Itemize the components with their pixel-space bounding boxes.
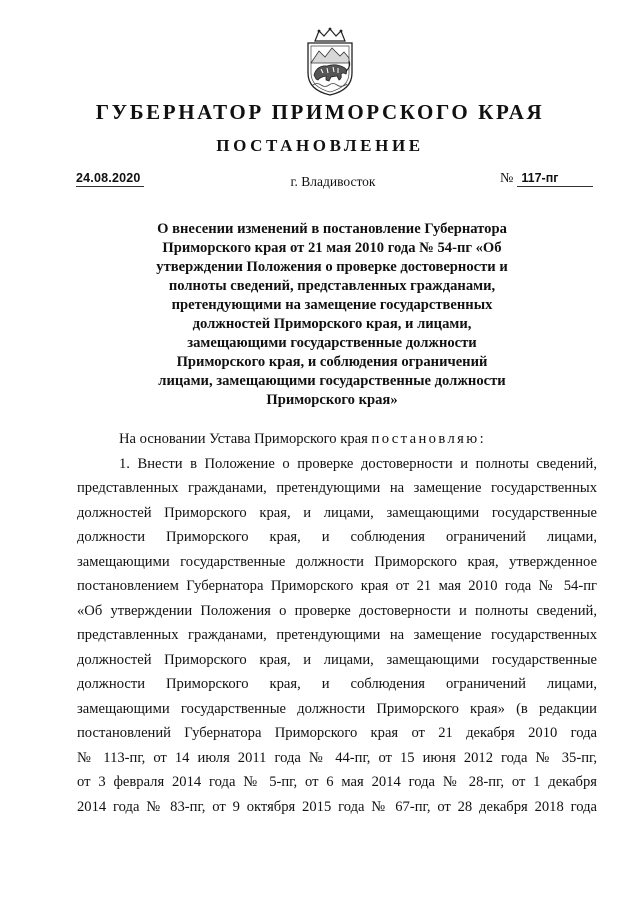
body-line: 2014 года № 83-пг, от 9 октября 2015 года № 67-пг, от 28 декабря 2018 года — [77, 798, 597, 815]
body-line: представленных гражданами, претендующими на замещение государственных — [77, 480, 597, 496]
body-line: должностей Приморского края, и лицами, замещающими государственные — [77, 651, 597, 668]
subject-line: лицами, замещающими государственные должности — [158, 373, 506, 389]
coat-of-arms-icon — [299, 27, 361, 97]
body-line: № 113-пг, от 14 июля 2011 года № 44-пг, от 15 июня 2012 года № 35-пг, — [77, 749, 597, 766]
preamble-text: На основании Устава Приморского края — [119, 431, 368, 447]
document-body — [77, 427, 597, 819]
subject-line: Приморского края» — [266, 392, 398, 408]
subject-line: полноты сведений, представленных гражданами, — [168, 278, 496, 294]
issue-city: г. Владивосток — [290, 174, 376, 189]
subject-line: О внесении изменений в постановление Губернатора — [157, 221, 507, 237]
body-line: представленных гражданами, претендующими на замещение государственных — [77, 627, 597, 643]
resolution-word: постановляю: — [371, 431, 487, 447]
document-date: 24.08.2020 — [76, 171, 144, 187]
subject-line: Приморского края, и соблюдения ограничений — [176, 354, 488, 370]
document-number: 117-пг — [517, 171, 593, 187]
document-subject — [140, 220, 524, 410]
subject-line: утверждении Положения о проверке достоверности и — [156, 259, 508, 275]
body-line: замещающими государственные должности Приморского края» (в редакции — [77, 700, 597, 717]
body-line: постановлений Губернатора Приморского края от 21 декабря 2010 года — [77, 725, 597, 741]
subject-line: претендующими на замещение государственных — [171, 297, 493, 313]
body-line: от 3 февраля 2014 года № 5-пг, от 6 мая 2014 года № 28-пг, от 1 декабря — [77, 774, 597, 790]
issuing-authority: ГУБЕРНАТОР ПРИМОРСКОГО КРАЯ — [95, 100, 545, 124]
subject-line: Приморского края от 21 мая 2010 года № 54-пг «Об — [162, 240, 502, 256]
document-number-field — [500, 171, 593, 187]
body-line: постановлением Губернатора Приморского края от 21 мая 2010 года № 54-пг — [77, 578, 597, 594]
body-line: должности Приморского края, и соблюдения ограничений лицами, — [77, 676, 597, 692]
body-line: 1. Внести в Положение о проверке достоверности и полноты сведений, — [119, 455, 597, 472]
number-sign: № — [500, 171, 514, 186]
body-line: «Об утверждении Положения о проверке достоверности и полноты сведений, — [77, 602, 597, 619]
body-line: замещающими государственные должности Приморского края, утвержденное — [77, 553, 597, 570]
subject-line: должностей Приморского края, и лицами, — [192, 316, 472, 332]
subject-line: замещающими государственные должности — [187, 335, 477, 351]
document-type: ПОСТАНОВЛЕНИЕ — [216, 136, 424, 155]
body-line: должностей Приморского края, и лицами, замещающими государственные — [77, 504, 597, 521]
body-line: должности Приморского края, и соблюдения ограничений лицами, — [77, 529, 597, 545]
preamble — [77, 427, 597, 452]
